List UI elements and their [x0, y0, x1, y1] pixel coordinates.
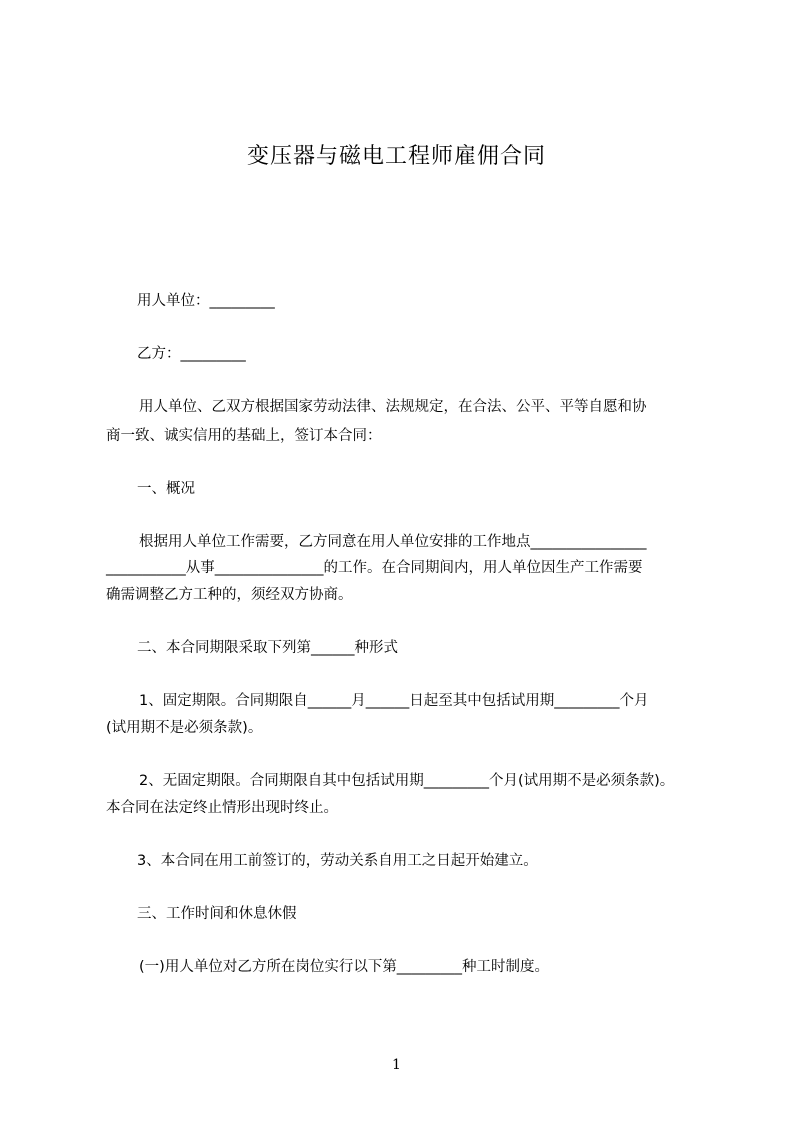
overview-line-3: 确需调整乙方工种的，须经双方协商。 — [106, 587, 353, 603]
section-heading-1: 一、概况 — [137, 481, 195, 497]
overview-line-2: ___________从事_______________的工作。在合同期间内，用人单位因生产工作需要 — [106, 560, 643, 576]
clause-3-line: 3、本合同在用工前签订的，劳动关系自用工之日起开始建立。 — [137, 853, 538, 869]
open-term-line-1: 2、无固定期限。合同期限自其中包括试用期_________个月(试用期不是必须条款)。 — [139, 773, 675, 789]
section-heading-3: 三、工作时间和休息休假 — [137, 906, 297, 922]
preamble-line-1: 用人单位、乙双方根据国家劳动法律、法规规定，在合法、公平、平等自愿和协 — [139, 399, 647, 415]
document-title: 变压器与磁电工程师雇佣合同 — [246, 144, 546, 169]
working-hours-line: (一)用人单位对乙方所在岗位实行以下第_________种工时制度。 — [139, 959, 550, 975]
preamble-line-2: 商一致、诚实信用的基础上，签订本合同： — [106, 428, 382, 444]
open-term-line-2: 本合同在法定终止情形出现时终止。 — [106, 800, 338, 816]
party-b-line: 乙方：_________ — [137, 346, 246, 362]
overview-line-1: 根据用人单位工作需要，乙方同意在用人单位安排的工作地点________________ — [139, 534, 647, 550]
page-number: 1 — [392, 1057, 401, 1073]
employer-line: 用人单位：_________ — [137, 293, 275, 309]
fixed-term-line-2: (试用期不是必须条款)。 — [106, 720, 263, 736]
section-heading-2: 二、本合同期限采取下列第______种形式 — [137, 640, 398, 656]
fixed-term-line-1: 1、固定期限。合同期限自______月______日起至其中包括试用期_________个月 — [139, 693, 649, 709]
